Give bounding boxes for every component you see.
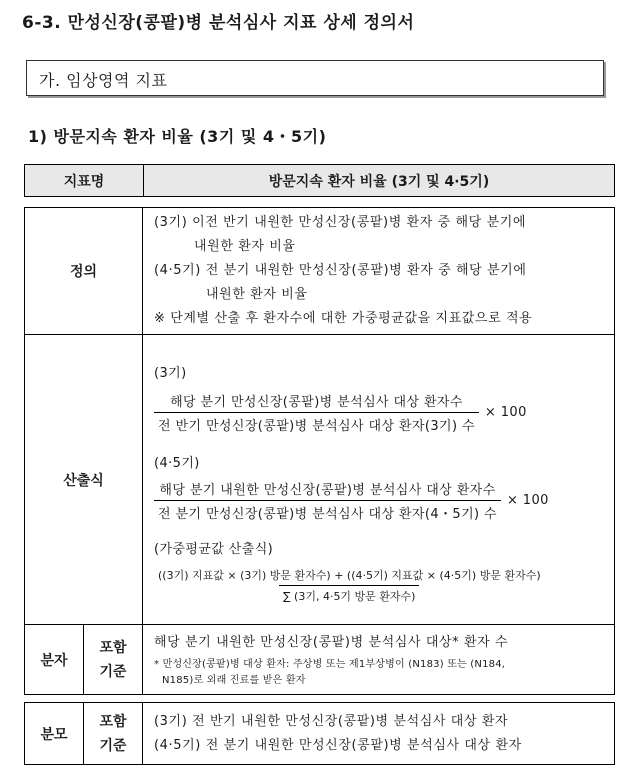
definition-note: ※ 단계별 산출 후 환자수에 대한 가중평균값을 지표값으로 적용 xyxy=(154,311,533,326)
denominator-label: 분모 xyxy=(25,703,84,765)
formula-stage3-multiplier: × 100 xyxy=(484,404,527,420)
document-title: 6-3. 만성신장(콩팥)병 분석심사 지표 상세 정의서 xyxy=(22,13,415,33)
section-heading-box xyxy=(26,60,604,96)
header-label: 지표명 xyxy=(25,165,144,196)
numerator-note: * 만성신장(콩팥)병 대상 환자: 주상병 또는 제1부상병이 (N183) 또는 (N184, xyxy=(154,658,506,670)
denominator-criteria-label-line: 포함 xyxy=(99,713,127,730)
denominator-line: (4·5기) 전 분기 내원한 만성신장(콩팥)병 분석심사 대상 환자 xyxy=(154,737,522,753)
section-heading: 가. 임상영역 지표 xyxy=(39,71,168,90)
definition-content xyxy=(143,208,615,335)
formula-content xyxy=(143,335,615,625)
formula-stage45-denominator: 전 분기 만성신장(콩팥)병 분석심사 대상 환자(4・5기) 수 xyxy=(154,500,501,522)
formula-stage45 xyxy=(154,479,614,522)
numerator-criteria-label-line: 포함 xyxy=(99,639,127,656)
header-value: 방문지속 환자 비율 (3기 및 4·5기) xyxy=(268,173,490,190)
numerator-criteria-label xyxy=(84,625,143,695)
definition-row xyxy=(25,208,615,335)
subsection-heading: 1) 방문지속 환자 비율 (3기 및 4・5기) xyxy=(28,127,327,146)
formula-stage45-multiplier: × 100 xyxy=(506,492,549,508)
definition-line: (3기) 이전 반기 내원한 만성신장(콩팥)병 환자 중 해당 분기에 xyxy=(154,215,527,230)
formula-stage3-numerator: 해당 분기 만성신장(콩팥)병 분석심사 대상 환자수 xyxy=(170,394,463,410)
formula-tag-weighted: (가중평균값 산출식) xyxy=(154,541,274,557)
indicator-header-table xyxy=(24,164,615,197)
indicator-detail-table xyxy=(24,207,615,695)
formula-tag-stage45: (4·5기) xyxy=(154,455,200,471)
formula-tag-stage3: (3기) xyxy=(154,365,187,381)
denominator-row xyxy=(25,703,615,765)
definition-line: (4·5기) 전 분기 내원한 만성신장(콩팥)병 환자 중 해당 분기에 xyxy=(154,263,527,278)
numerator-note: N185)로 외래 진료를 받은 환자 xyxy=(162,674,306,686)
formula-stage45-numerator: 해당 분기 내원한 만성신장(콩팥)병 분석심사 대상 환자수 xyxy=(159,482,496,498)
denominator-line: (3기) 전 반기 내원한 만성신장(콩팥)병 분석심사 대상 환자 xyxy=(154,713,509,729)
formula-weighted-denominator: ∑ (3기, 4·5기 방문 환자수) xyxy=(279,585,419,604)
formula-row xyxy=(25,335,615,625)
formula-label: 산출식 xyxy=(25,335,143,625)
numerator-content xyxy=(143,625,615,695)
numerator-row xyxy=(25,625,615,695)
numerator-label: 분자 xyxy=(25,625,84,695)
definition-line: 내원한 환자 비율 xyxy=(206,287,308,302)
denominator-criteria-label xyxy=(84,703,143,765)
numerator-criteria-label-line: 기준 xyxy=(99,663,127,680)
definition-line: 내원한 환자 비율 xyxy=(194,239,296,254)
definition-label: 정의 xyxy=(25,208,143,335)
denominator-table xyxy=(24,702,615,765)
formula-stage3-denominator: 전 반기 만성신장(콩팥)병 분석심사 대상 환자(3기) 수 xyxy=(154,412,479,434)
formula-stage3 xyxy=(154,391,614,434)
formula-weighted-numerator: ((3기) 지표값 × (3기) 방문 환자수) + ((4·5기) 지표값 × (4·5기) 방문 환자수) xyxy=(158,568,541,582)
denominator-criteria-label-line: 기준 xyxy=(99,737,127,754)
denominator-content xyxy=(143,703,615,765)
formula-weighted xyxy=(154,567,614,604)
numerator-text: 해당 분기 내원한 만성신장(콩팥)병 분석심사 대상* 환자 수 xyxy=(154,634,509,650)
